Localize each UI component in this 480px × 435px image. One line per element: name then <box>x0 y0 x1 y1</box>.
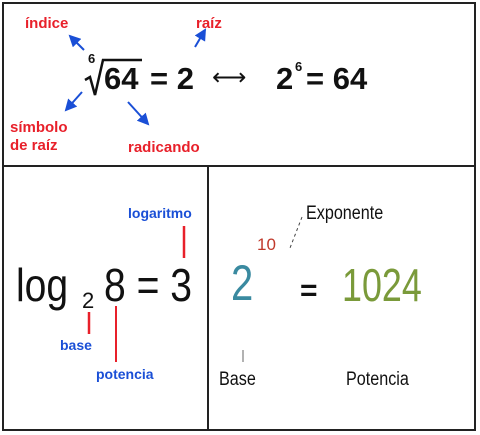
log-text: log <box>16 259 69 311</box>
radical-symbol-label-line2: de raíz <box>10 137 58 154</box>
power-caption: Potencia <box>346 369 409 390</box>
base-value: 2 <box>231 255 254 311</box>
exponent-label: Exponente <box>306 203 384 224</box>
base-caption: Base <box>219 369 256 390</box>
log-base: 2 <box>82 288 95 313</box>
base-label: base <box>60 337 92 353</box>
exponent-value: 10 <box>257 235 276 254</box>
power-exponent: 6 <box>295 59 303 74</box>
power-label: potencia <box>96 366 154 382</box>
root-label: raíz <box>196 15 222 32</box>
equals-root: = 2 <box>150 61 194 96</box>
result-value: 1024 <box>342 259 422 311</box>
power-base: 2 <box>276 61 294 96</box>
root-index-digit: 6 <box>88 51 96 66</box>
equivalence-arrow: ⟷ <box>212 64 247 91</box>
radicand-value: 64 <box>104 61 139 96</box>
radical-symbol-label-line1: símbolo <box>10 119 68 136</box>
radicand-label: radicando <box>128 139 200 156</box>
index-label: índice <box>25 15 69 32</box>
equals-sign: = <box>300 274 318 307</box>
logarithm-label: logaritmo <box>128 205 192 221</box>
log-expression: 8 = 3 <box>104 259 193 311</box>
power-result: = 64 <box>306 61 368 96</box>
